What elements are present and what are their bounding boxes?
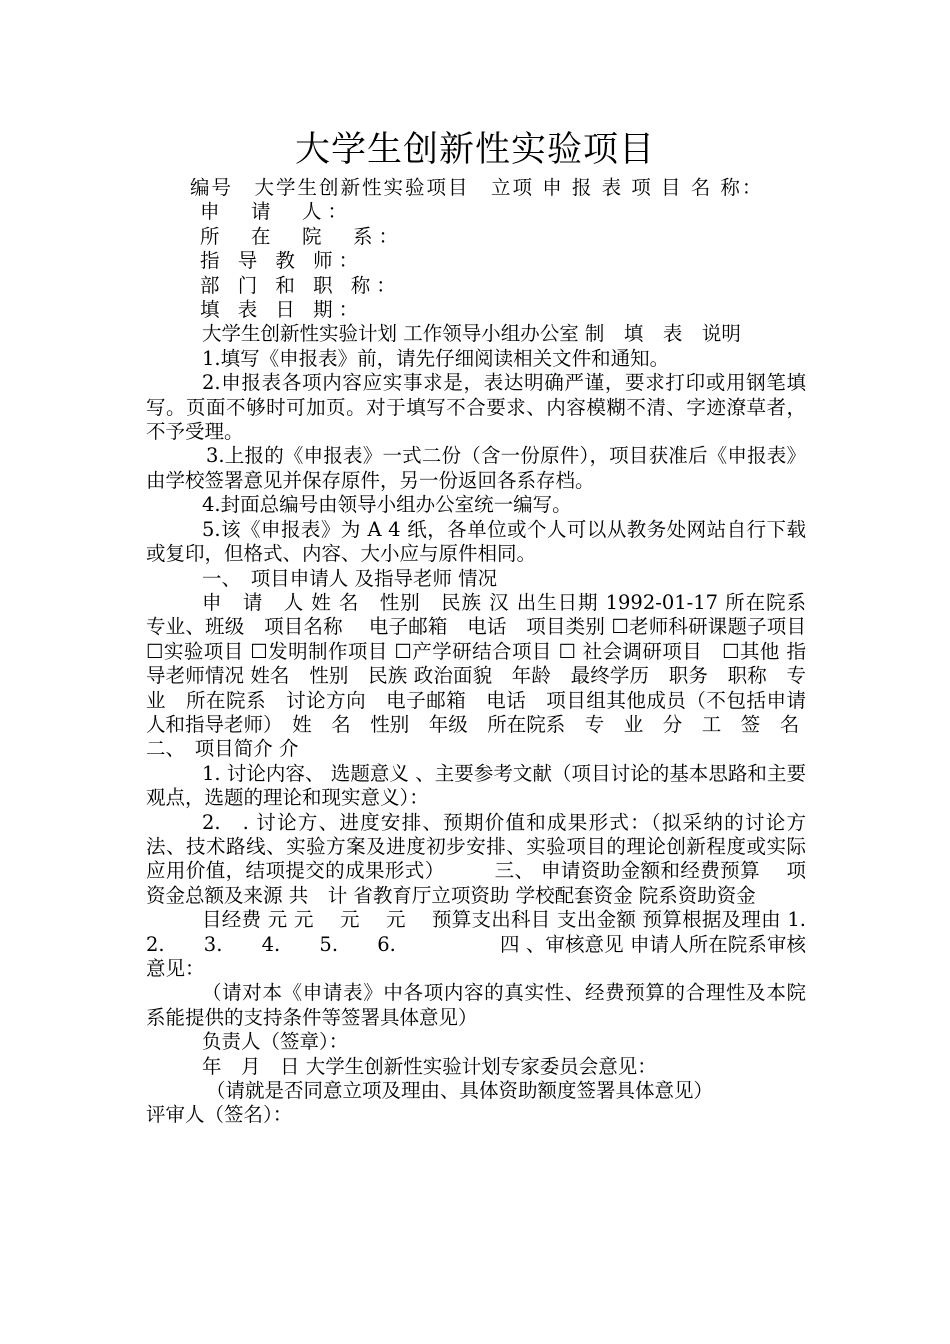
instruction-4: 4.封面总编号由领导小组办公室统一编写。 <box>202 493 572 517</box>
document-body <box>146 176 846 1128</box>
cover-applicant: 申 请 人： <box>200 200 354 224</box>
responsible-signature: 负责人（签章）： <box>202 1030 349 1054</box>
document-title: 大学生创新性实验项目 <box>294 130 655 170</box>
section-2-item-1: 1. 讨论内容、 选题意义 、主要参考文献（项目讨论的基本思路和主要观点，选题的理论和现实意义）： <box>146 761 806 810</box>
instruction-5: 5.该《申报表》为 A 4 纸，各单位或个人可以从教务处网站自行下载或复印，但格式、内容、大小应与原件相同。 <box>146 517 806 566</box>
office-and-instructions-heading: 大学生创新性实验计划 工作领导小组办公室 制 填 表 说明 <box>202 322 741 346</box>
section-2-item-2: 2. . 讨论方、进度安排、预期价值和成果形式：（拟采纳的讨论方法、技术路线、实验方案及进度初步安排、实验项目的理论创新程度或实际应用价值，结项提交的成果形式） 三、 申请资助金额和经费预算 项资金总额及来源 共 计 省教育厅立项资助 学校配套资金 院系资助资金 <box>146 810 806 907</box>
instruction-1: 1.填写《申报表》前，请先仔细阅读相关文件和通知。 <box>202 346 670 370</box>
section-1-heading: 一、 项目申请人 及指导老师 情况 <box>202 566 498 590</box>
cover-advisor: 指 导 教 师： <box>200 249 365 273</box>
expert-note: （请就是否同意立项及理由、具体资助额度签署具体意见） <box>206 1079 714 1103</box>
review-note: （请对本《申请表》中各项内容的真实性、经费预算的合理性及本院系能提供的支持条件等签署具体意见） <box>146 981 806 1029</box>
cover-date: 填 表 日 期： <box>200 298 365 322</box>
cover-department: 所 在 院 系： <box>200 224 405 248</box>
cover-position: 部 门 和 职 称： <box>200 273 402 297</box>
instruction-2: 2.申报表各项内容应实事求是，表达明确严谨，要求打印或用钢笔填写。页面不够时可加页。对于填写不合要求、内容模糊不清、字迹潦草者，不予受理。 <box>146 371 806 444</box>
instruction-3: 3.上报的《申报表》一式二份（含一份原件），项目获准后《申报表》由学校签署意见并保存原件，另一份返回各系存档。 <box>146 444 806 492</box>
budget-line: 目经费 元 元 元 元 预算支出科目 支出金额 预算根据及理由 1. 2. 3. 4. 5. 6. 四 、审核意见 申请人所在院系审核意见： <box>146 908 846 980</box>
cover-number-line: 编号 大学生创新性实验项目 立项 申 报 表 项 目 名 称： <box>190 176 764 199</box>
section-2-heading: 二、 项目简介 介 <box>146 737 299 761</box>
section-1-body: 申 请 人 姓 名 性别 民族 汉 出生日期 1992-01-17 所在院系 专业、班级 项目名称 电子邮箱 电话 项目类别 ☐老师科研课题子项目 ☐实验项目 ☐发明制作项目 ☐产学研结合项目 ☐ 社会调研项目 ☐其他 指导老师情况 姓名 性别 民族 政治面貌 年龄 最终学历 职务 职称 专业 所在院系 讨论方向 电子邮箱 电话 项目组其他成员（不包括申请人和指导老师） 姓 名 性别 年级 所在院系 专 业 分 工 签 名 <box>146 590 826 736</box>
expert-committee-opinion: 年 月 日 大学生创新性实验计划专家委员会意见： <box>202 1054 657 1078</box>
reviewer-signature: 评审人（签名）： <box>146 1103 293 1127</box>
